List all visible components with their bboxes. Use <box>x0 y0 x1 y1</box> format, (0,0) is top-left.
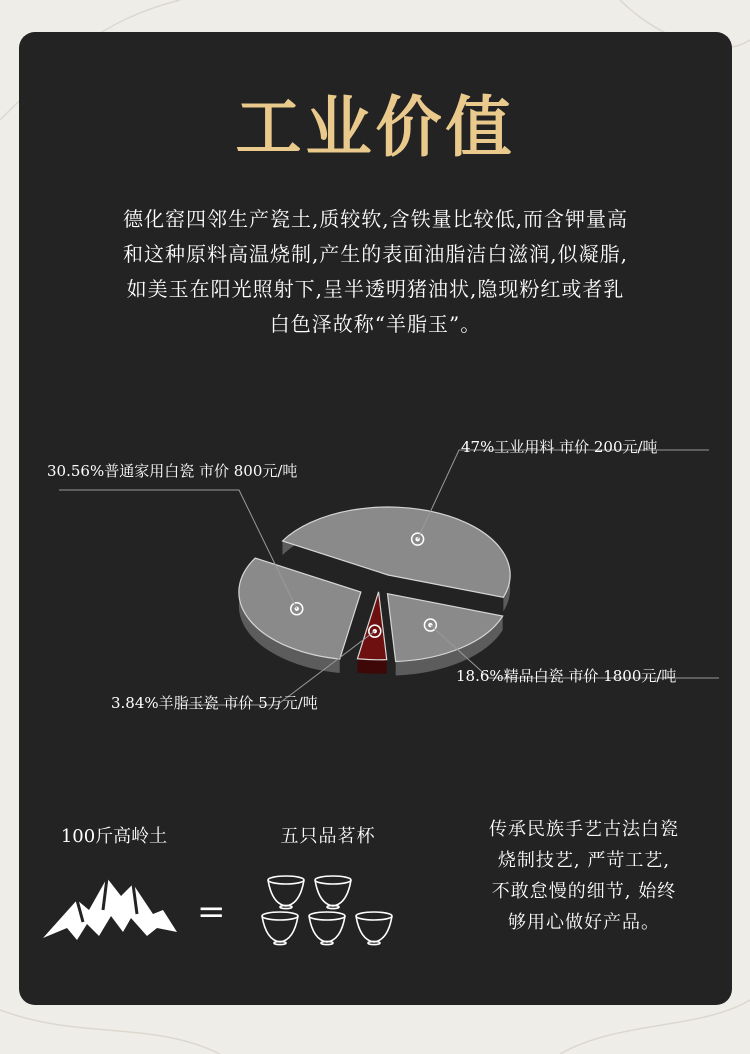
craft-line: 烧制技艺, 严苛工艺, <box>497 850 671 871</box>
equals-sign: = <box>197 892 226 932</box>
craft-text <box>439 814 729 938</box>
intro-line: 如美玉在阳光照射下,呈半透明猪油状,隐现粉红或者乳 <box>126 277 625 301</box>
teacups-icon <box>256 870 416 950</box>
cups-label: 五只品茗杯 <box>280 826 376 847</box>
intro-line: 和这种原料高温烧制,产生的表面油脂洁白滋润,似凝脂, <box>122 242 629 266</box>
intro-line: 白色泽故称“羊脂玉”。 <box>269 312 482 336</box>
pie-slice <box>387 594 502 662</box>
craft-line: 够用心做好产品。 <box>508 912 660 933</box>
pie-slice-side <box>357 659 386 674</box>
slice-label: 18.6%精品白瓷 市价 1800元/吨 <box>456 667 677 685</box>
pie-slice <box>239 558 361 659</box>
craft-line: 不敢怠慢的细节, 始终 <box>491 881 677 902</box>
slice-label: 30.56%普通家用白瓷 市价 800元/吨 <box>47 462 298 480</box>
mountain-icon <box>37 870 187 950</box>
slice-label: 47%工业用料 市价 200元/吨 <box>461 438 658 456</box>
slice-label: 3.84%羊脂玉瓷 市价 5万元/吨 <box>111 694 318 712</box>
craft-line: 传承民族手艺古法白瓷 <box>489 819 679 840</box>
page-title: 工业价值 <box>235 88 516 166</box>
content-panel <box>19 32 732 1005</box>
intro-line: 德化窑四邻生产瓷土,质较软,含铁量比较低,而含钾量高 <box>122 207 629 231</box>
clay-label: 100斤高岭土 <box>60 826 168 847</box>
